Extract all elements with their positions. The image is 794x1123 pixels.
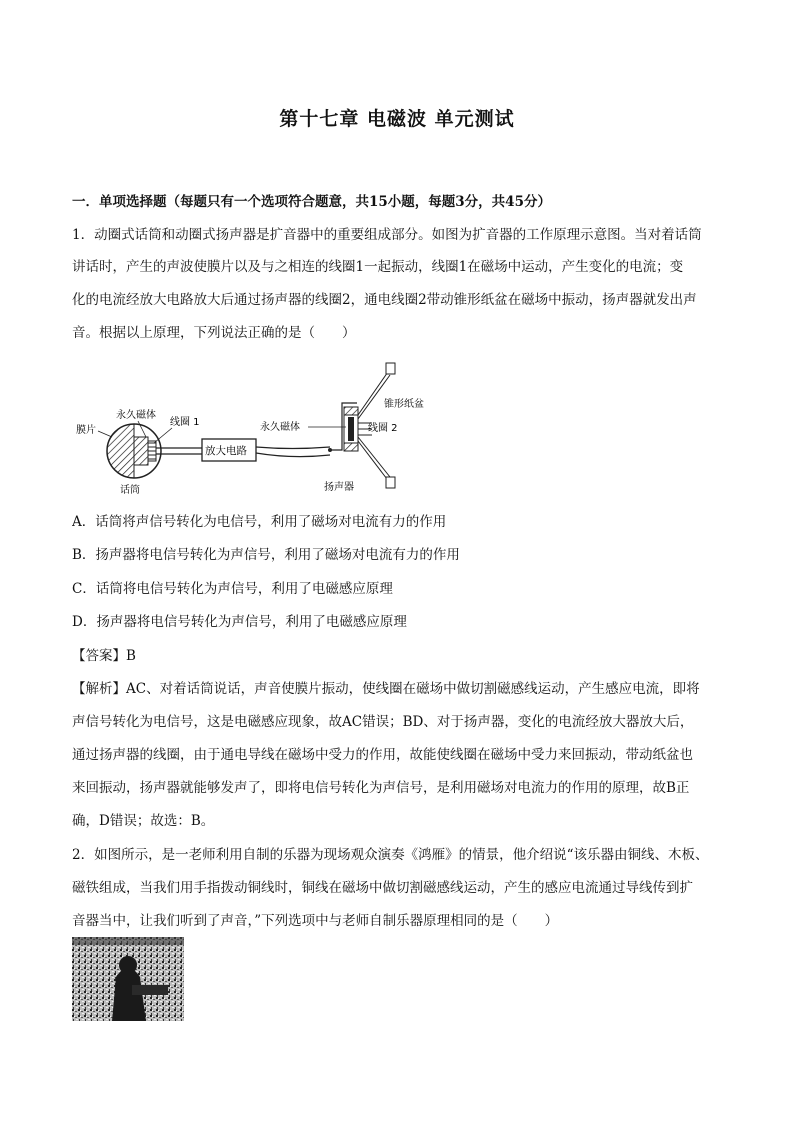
label-cone: 锥形纸盆 bbox=[384, 399, 424, 410]
q1-line-3: 化的电流经放大电路放大后通过扬声器的线圈2，通电线圈2带动锥形纸盆在磁场中振动，扬声器就发出声 bbox=[72, 292, 697, 308]
label-coil1: 线圈 1 bbox=[170, 417, 200, 428]
microphone-shape bbox=[107, 424, 202, 478]
q2-line-2: 磁铁组成，当我们用手指拨动铜线时，铜线在磁场中做切割磁感线运动，产生的感应电流通过导线传到扩 bbox=[72, 880, 693, 896]
label-permanent-magnet-left: 永久磁体 bbox=[116, 410, 156, 421]
page-title: 第十七章 电磁波 单元测试 bbox=[279, 108, 515, 130]
q1-line-4: 音。根据以上原理，下列说法正确的是（ ） bbox=[72, 325, 356, 341]
q1-option-c: C．话筒将电信号转化为声信号，利用了电磁感应原理 bbox=[72, 581, 393, 597]
q1-option-a: A．话筒将声信号转化为电信号，利用了磁场对电流有力的作用 bbox=[72, 514, 447, 530]
label-microphone: 话筒 bbox=[120, 485, 140, 496]
label-amplifier: 放大电路 bbox=[205, 445, 247, 457]
q1-analysis-line-2: 声信号转化为电信号，这是电磁感应现象，故AC错误；BD、对于扬声器，变化的电流经放大器放大后， bbox=[72, 714, 694, 730]
q1-line-1: 1．动圈式话筒和动圈式扬声器是扩音器中的重要组成部分。如图为扩音器的工作原理示意图。当对着话筒 bbox=[72, 227, 702, 243]
q1-option-d: D．扬声器将电信号转化为声信号，利用了电磁感应原理 bbox=[72, 614, 407, 630]
q1-option-b: B．扬声器将电信号转化为声信号，利用了磁场对电流有力的作用 bbox=[72, 547, 460, 563]
q1-line-2: 讲话时，产生的声波使膜片以及与之相连的线圈1一起振动，线圈1在磁场中运动，产生变化的电流；变 bbox=[72, 259, 684, 275]
q1-analysis-line-3: 通过扬声器的线圈，由于通电导线在磁场中受力的作用，故能使线圈在磁场中受力来回振动，带动纸盆也 bbox=[72, 747, 693, 763]
label-diaphragm: 膜片 bbox=[76, 425, 96, 436]
q1-answer: 【答案】B bbox=[72, 648, 136, 664]
q2-line-1: 2．如图所示，是一老师利用自制的乐器为现场观众演奏《鸿雁》的情景，他介绍说“该乐器由铜线、木板、 bbox=[72, 847, 709, 863]
label-speaker: 扬声器 bbox=[324, 482, 354, 493]
q2-line-3: 音器当中，让我们听到了声音，”下列选项中与老师自制乐器原理相同的是（ ） bbox=[72, 913, 559, 929]
performance-photo bbox=[72, 937, 184, 1021]
q1-analysis-line-4: 来回振动，扬声器就能够发声了，即将电信号转化为声信号，是利用磁场对电流力的作用的原理，故B正 bbox=[72, 780, 690, 796]
label-permanent-magnet-right: 永久磁体 bbox=[260, 422, 300, 433]
q1-analysis-line-1: 【解析】AC、对着话筒说话，声音使膜片振动，使线圈在磁场中做切割磁感线运动，产生感应电流，即将 bbox=[72, 681, 700, 697]
label-coil2: 线圈 2 bbox=[368, 423, 398, 434]
q1-analysis-line-5: 确，D错误；故选：B。 bbox=[72, 813, 215, 829]
section-heading: 一．单项选择题（每题只有一个选项符合题意，共15小题，每题3分，共45分） bbox=[72, 194, 551, 210]
amplifier-diagram bbox=[72, 355, 432, 500]
